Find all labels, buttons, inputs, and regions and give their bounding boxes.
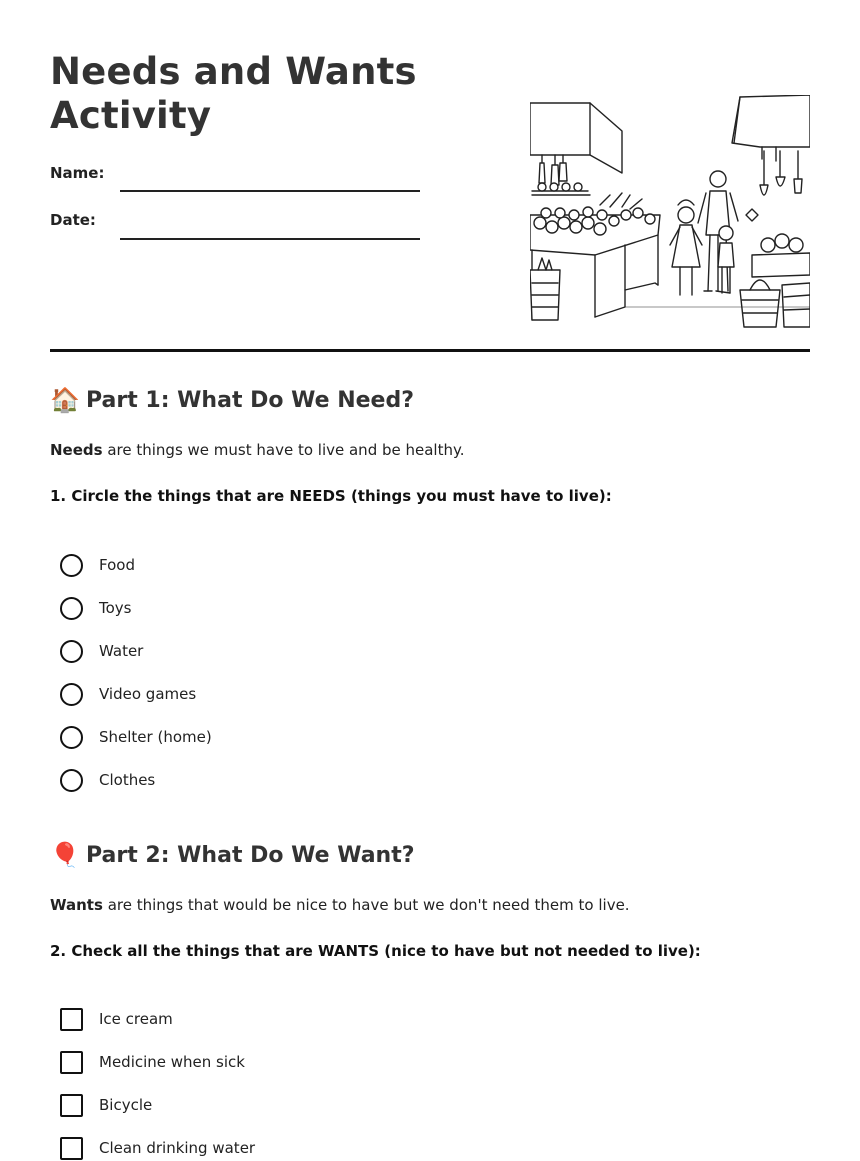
header-divider: [50, 349, 810, 352]
circle-marker[interactable]: [60, 726, 83, 749]
need-option[interactable]: [60, 724, 212, 750]
title-line-2: Activity: [50, 94, 212, 137]
need-option[interactable]: [60, 595, 131, 621]
name-field[interactable]: [50, 164, 420, 182]
balloon-icon: 🎈: [50, 841, 80, 869]
want-option[interactable]: [60, 1049, 245, 1075]
part1-heading: [50, 386, 414, 414]
need-option[interactable]: [60, 552, 135, 578]
part1-title: Part 1: What Do We Need?: [86, 387, 414, 413]
worksheet-title: [50, 50, 470, 138]
want-option[interactable]: [60, 1092, 152, 1118]
need-option-label: Shelter (home): [99, 728, 212, 746]
need-option-label: Toys: [99, 599, 132, 617]
part2-title: Part 2: What Do We Want?: [86, 842, 415, 868]
date-label: Date:: [50, 211, 96, 229]
checkbox[interactable]: [60, 1008, 83, 1031]
date-field[interactable]: [50, 211, 420, 229]
want-option-label: Bicycle: [99, 1096, 153, 1114]
market-illustration: [530, 95, 810, 330]
circle-marker[interactable]: [60, 683, 83, 706]
date-line[interactable]: [120, 238, 420, 240]
want-option[interactable]: [60, 1135, 255, 1161]
need-option[interactable]: [60, 638, 143, 664]
need-option-label: Water: [99, 642, 144, 660]
circle-marker[interactable]: [60, 554, 83, 577]
part1-question: 1. Circle the things that are NEEDS (things you must have to live):: [50, 487, 612, 505]
name-line[interactable]: [120, 190, 420, 192]
part2-heading: [50, 841, 415, 869]
circle-marker[interactable]: [60, 597, 83, 620]
want-option-label: Ice cream: [99, 1010, 173, 1028]
part1-desc-rest: are things we must have to live and be healthy.: [102, 441, 465, 459]
part1-desc-bold: Needs: [50, 441, 103, 459]
need-option[interactable]: [60, 681, 196, 707]
part2-desc-rest: are things that would be nice to have but we don't need them to live.: [102, 896, 630, 914]
worksheet-header: [50, 50, 810, 353]
part1-description: [50, 441, 465, 459]
circle-marker[interactable]: [60, 640, 83, 663]
need-option-label: Food: [99, 556, 135, 574]
name-label: Name:: [50, 164, 105, 182]
house-icon: 🏠: [50, 386, 80, 414]
want-option-label: Clean drinking water: [99, 1139, 256, 1157]
title-line-1: Needs and Wants: [50, 50, 417, 93]
need-option-label: Video games: [99, 685, 197, 703]
want-option-label: Medicine when sick: [99, 1053, 245, 1071]
part2-description: [50, 896, 630, 914]
part2-desc-bold: Wants: [50, 896, 103, 914]
checkbox[interactable]: [60, 1051, 83, 1074]
checkbox[interactable]: [60, 1137, 83, 1160]
part2-question: 2. Check all the things that are WANTS (nice to have but not needed to live):: [50, 942, 701, 960]
need-option-label: Clothes: [99, 771, 156, 789]
need-option[interactable]: [60, 767, 155, 793]
want-option[interactable]: [60, 1006, 173, 1032]
circle-marker[interactable]: [60, 769, 83, 792]
checkbox[interactable]: [60, 1094, 83, 1117]
